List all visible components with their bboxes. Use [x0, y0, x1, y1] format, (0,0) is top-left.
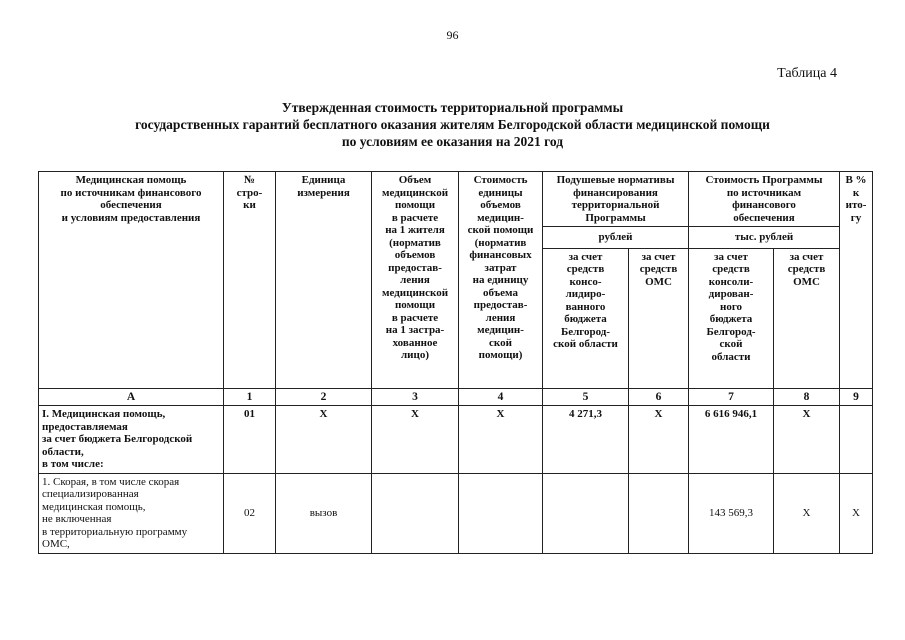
header-col-a: Медицинская помощь по источникам финансового обеспечения и условиям предоставления — [39, 172, 224, 389]
column-number: 5 — [543, 388, 629, 406]
header-row — [39, 172, 873, 227]
column-number: 7 — [689, 388, 774, 406]
column-number: 4 — [459, 388, 543, 406]
row-cost-budget: 143 569,3 — [689, 473, 774, 553]
column-number: 1 — [224, 388, 276, 406]
page-number: 96 — [446, 28, 459, 42]
header-unit-thousand-rub: тыс. рублей — [689, 227, 840, 249]
row-percent — [840, 406, 873, 474]
column-number: 6 — [629, 388, 689, 406]
column-number: 2 — [276, 388, 372, 406]
row-percent: Х — [840, 473, 873, 553]
header-col-6: за счет средств ОМС — [629, 248, 689, 388]
row-line-number: 02 — [224, 473, 276, 553]
row-per-capita-oms: Х — [629, 406, 689, 474]
header-unit-rub: рублей — [543, 227, 689, 249]
row-per-capita-budget: 4 271,3 — [543, 406, 629, 474]
column-number: 9 — [840, 388, 873, 406]
row-unit: Х — [276, 406, 372, 474]
row-cost-budget: 6 616 946,1 — [689, 406, 774, 474]
header-col-8: за счет средств ОМС — [774, 248, 840, 388]
column-number: 3 — [372, 388, 459, 406]
row-per-capita-budget — [543, 473, 629, 553]
header-col-5: за счет средств консо- лидиро- ванного бюджета Белгород- ской области — [543, 248, 629, 388]
header-col-2: Единица измерения — [276, 172, 372, 389]
row-unit: вызов — [276, 473, 372, 553]
row-cost-unit — [459, 473, 543, 553]
table-row — [39, 406, 873, 474]
table-caption: Таблица 4 — [777, 66, 837, 81]
title-line: государственных гарантий бесплатного оказания жителям Белгородской области медицинской помощи — [135, 117, 770, 132]
row-cost-unit: Х — [459, 406, 543, 474]
table-row — [39, 473, 873, 553]
row-volume — [372, 473, 459, 553]
header-group-cost: Стоимость Программы по источникам финансового обеспечения — [689, 172, 840, 227]
row-cost-oms: Х — [774, 473, 840, 553]
row-cost-oms: Х — [774, 406, 840, 474]
document-title — [0, 99, 905, 150]
column-number: А — [39, 388, 224, 406]
header-col-3: Объем медицинской помощи в расчете на 1 жителя (норматив объемов предостав- ления медицинской помощи в расчете на 1 застра- хованное лицо) — [372, 172, 459, 389]
header-col-1: № стро- ки — [224, 172, 276, 389]
cost-table — [38, 171, 873, 554]
header-col-7: за счет средств консоли- дирован- ного бюджета Белгород- ской области — [689, 248, 774, 388]
title-line: по условиям ее оказания на 2021 год — [341, 134, 564, 149]
column-numbers-row — [39, 388, 873, 406]
row-per-capita-oms — [629, 473, 689, 553]
row-name: I. Медицинская помощь, предоставляемая за счет бюджета Белгородской области, в том числе: — [39, 406, 224, 474]
header-col-9: В % к ито- гу — [840, 172, 873, 389]
row-line-number: 01 — [224, 406, 276, 474]
header-col-4: Стоимость единицы объемов медицин- ской помощи (норматив финансовых затрат на единицу объема предостав- ления медицин- ской помощи) — [459, 172, 543, 389]
header-group-per-capita: Подушевые нормативы финансирования территориальной Программы — [543, 172, 689, 227]
row-volume: Х — [372, 406, 459, 474]
row-name: 1. Скорая, в том числе скорая специализированная медицинская помощь, не включенная в территориальную программу ОМС, — [39, 473, 224, 553]
title-line: Утвержденная стоимость территориальной программы — [281, 100, 624, 115]
column-number: 8 — [774, 388, 840, 406]
